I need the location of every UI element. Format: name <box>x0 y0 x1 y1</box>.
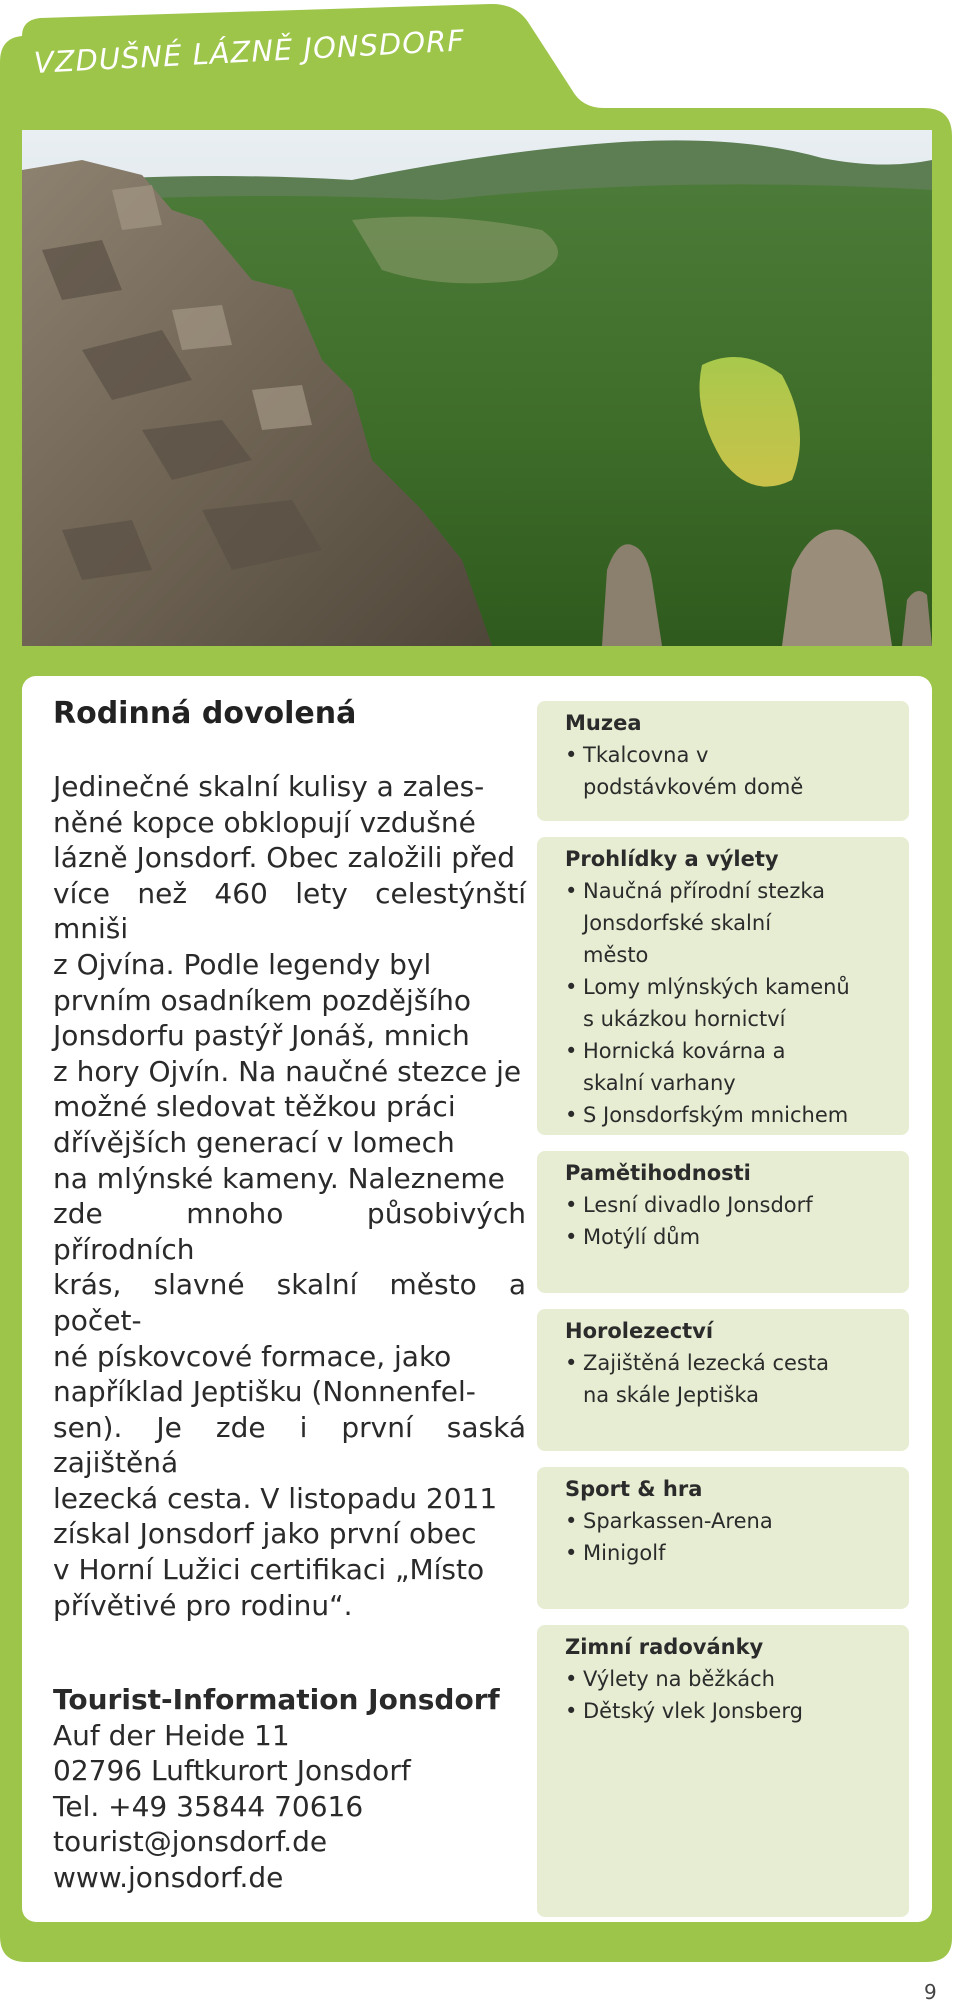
article-line: na mlýnské kameny. Nalezneme <box>53 1161 505 1195</box>
contact-website[interactable]: www.jonsdorf.de <box>53 1860 284 1894</box>
article-line: lázně Jonsdorf. Obec založili před <box>53 841 515 875</box>
article-line: krás, slavné skalní město a počet- <box>53 1268 526 1337</box>
article-line: né pískovcové formace, jako <box>53 1339 452 1373</box>
contact-block <box>53 1682 526 1896</box>
list-item: • Lesní divadlo Jonsdorf <box>565 1189 881 1221</box>
article-line: Jedinečné skalní kulisy a zales- <box>53 770 485 803</box>
article-line: něné kopce obklopují vzdušné <box>53 805 476 839</box>
list-item: • Dětský vlek Jonsberg <box>565 1695 881 1727</box>
box-title: Horolezectví <box>565 1319 714 1343</box>
info-box-muzea <box>537 701 909 821</box>
article-line: z hory Ojvín. Na naučné stezce je <box>53 1054 522 1088</box>
article-line: v Horní Lužici certifikaci „Místo <box>53 1553 485 1587</box>
list-item: • Minigolf <box>565 1537 881 1569</box>
article-line: možné sledovat těžkou práci <box>53 1090 456 1124</box>
box-title: Prohlídky a výlety <box>565 847 779 871</box>
info-box-prohlidky <box>537 837 909 1135</box>
article-body <box>53 769 526 1623</box>
info-box-pametihodnosti <box>537 1151 909 1293</box>
list-item: • Tkalcovna v podstávkovém domě <box>565 739 833 803</box>
list-item: • Hornická kovárna a skalní varhany <box>565 1035 843 1099</box>
list-item: • Naučná přírodní stezka Jonsdorfské skalní město <box>565 875 833 971</box>
article <box>53 696 526 1623</box>
info-box-sport <box>537 1467 909 1609</box>
article-line: například Jeptišku (Nonnenfel- <box>53 1375 476 1409</box>
list-item: • S Jonsdorfským mnichem <box>565 1099 881 1131</box>
list-item: • Sparkassen-Arena <box>565 1505 881 1537</box>
content-panel <box>22 676 932 1922</box>
box-title: Muzea <box>565 711 642 735</box>
box-title: Sport & hra <box>565 1477 703 1501</box>
info-box-horolezectvi <box>537 1309 909 1451</box>
article-line: získal Jonsdorf jako první obec <box>53 1517 477 1551</box>
contact-name: Tourist-Information Jonsdorf <box>53 1683 500 1716</box>
article-line: přívětivé pro rodinu“. <box>53 1588 353 1622</box>
contact-email[interactable]: tourist@jonsdorf.de <box>53 1825 328 1859</box>
landscape-photo <box>22 130 932 646</box>
list-item: • Motýlí dům <box>565 1221 881 1253</box>
info-box-zimni <box>537 1625 909 1917</box>
article-line: dřívějších generací v lomech <box>53 1125 455 1159</box>
list-item: • Lomy mlýnských kamenů s ukázkou hornictví <box>565 971 863 1035</box>
article-title: Rodinná dovolená <box>53 696 357 731</box>
contact-city: 02796 Luftkurort Jonsdorf <box>53 1754 411 1788</box>
list-item: • Výlety na běžkách <box>565 1663 881 1695</box>
header-title: VZDUŠNÉ LÁZNĚ JONSDORF <box>33 23 466 80</box>
contact-phone: Tel. +49 35844 70616 <box>53 1789 364 1823</box>
article-line: lezecká cesta. V listopadu 2011 <box>53 1481 498 1515</box>
article-line: Jonsdorfu pastýř Jonáš, mnich <box>53 1019 470 1053</box>
article-line: prvním osadníkem pozdějšího <box>53 983 471 1017</box>
article-line: více než 460 lety celestýnští mniši <box>53 876 526 946</box>
article-line: zde mnoho působivých přírodních <box>53 1197 526 1266</box>
box-title: Pamětihodnosti <box>565 1161 751 1185</box>
contact-street: Auf der Heide 11 <box>53 1718 290 1752</box>
box-title: Zimní radovánky <box>565 1635 764 1659</box>
article-line: sen). Je zde i první saská zajištěná <box>53 1410 526 1480</box>
page-number: 9 <box>924 1980 937 2004</box>
list-item: • Zajištěná lezecká cesta na skále Jeptiška <box>565 1347 843 1411</box>
article-line: z Ojvína. Podle legendy byl <box>53 947 432 981</box>
